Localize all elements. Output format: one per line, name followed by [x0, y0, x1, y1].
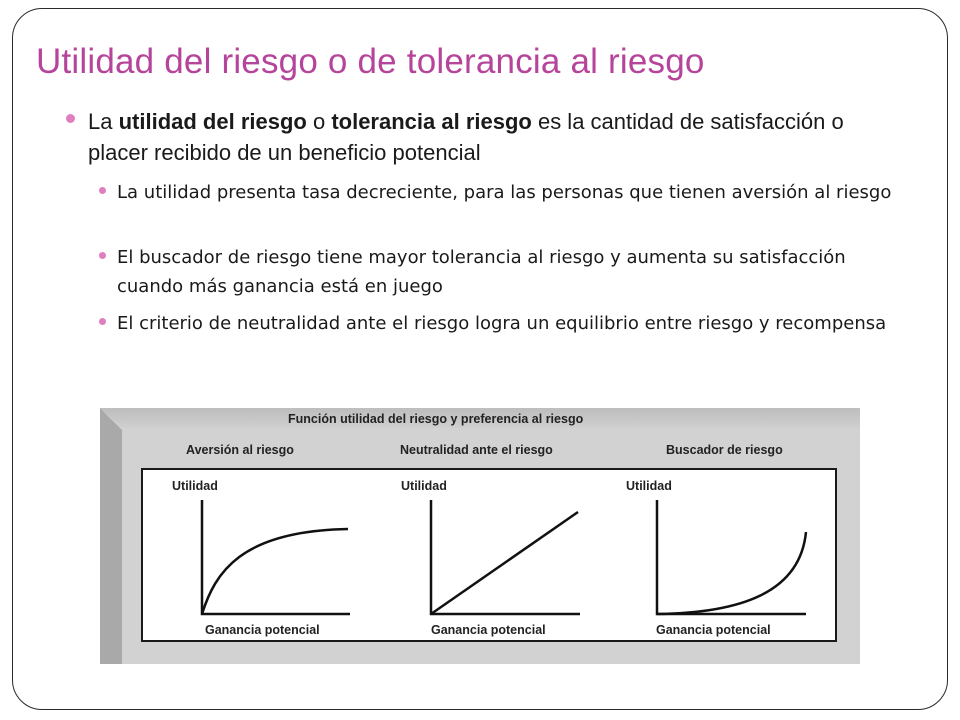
- main-bullet-part: La: [88, 109, 119, 134]
- main-bullet-dot: [66, 114, 75, 123]
- utility-figure: [100, 408, 862, 666]
- panel3-y-label: Utilidad: [626, 479, 672, 493]
- panel2-heading: Neutralidad ante el riesgo: [400, 443, 553, 457]
- sub-bullet-text: El buscador de riesgo tiene mayor tolerancia al riesgo y aumenta su satisfacción cuando más ganancia está en juego: [117, 247, 846, 297]
- panel2-x-label: Ganancia potencial: [431, 623, 546, 637]
- slide-title: Utilidad del riesgo o de tolerancia al riesgo: [36, 42, 705, 81]
- sub-bullet-dot: [99, 252, 106, 259]
- figure-title: Función utilidad del riesgo y preferencia al riesgo: [288, 412, 584, 426]
- main-bullet-emphasis: tolerancia al riesgo: [331, 109, 532, 134]
- figure-bevel-left: [100, 408, 122, 664]
- main-bullet-emphasis: utilidad del riesgo: [118, 109, 307, 134]
- main-bullet-part: o: [306, 109, 332, 134]
- sub-bullet-text: La utilidad presenta tasa decreciente, para las personas que tienen aversión al riesgo: [117, 182, 892, 203]
- panel2-y-label: Utilidad: [401, 479, 447, 493]
- panel1-heading: Aversión al riesgo: [186, 443, 294, 457]
- main-bullet-part: es la cantidad de satisfacción o placer recibido de un beneficio potencial: [88, 109, 844, 165]
- panel3-x-label: Ganancia potencial: [656, 623, 771, 637]
- panel1-y-label: Utilidad: [172, 479, 218, 493]
- sub-bullet-dot: [99, 187, 106, 194]
- panel1-x-label: Ganancia potencial: [205, 623, 320, 637]
- sub-bullet-text: El criterio de neutralidad ante el riesgo logra un equilibrio entre riesgo y recompensa: [117, 313, 887, 334]
- panel3-heading: Buscador de riesgo: [666, 443, 783, 457]
- sub-bullet-dot: [99, 318, 106, 325]
- main-bullet-text: [88, 106, 848, 168]
